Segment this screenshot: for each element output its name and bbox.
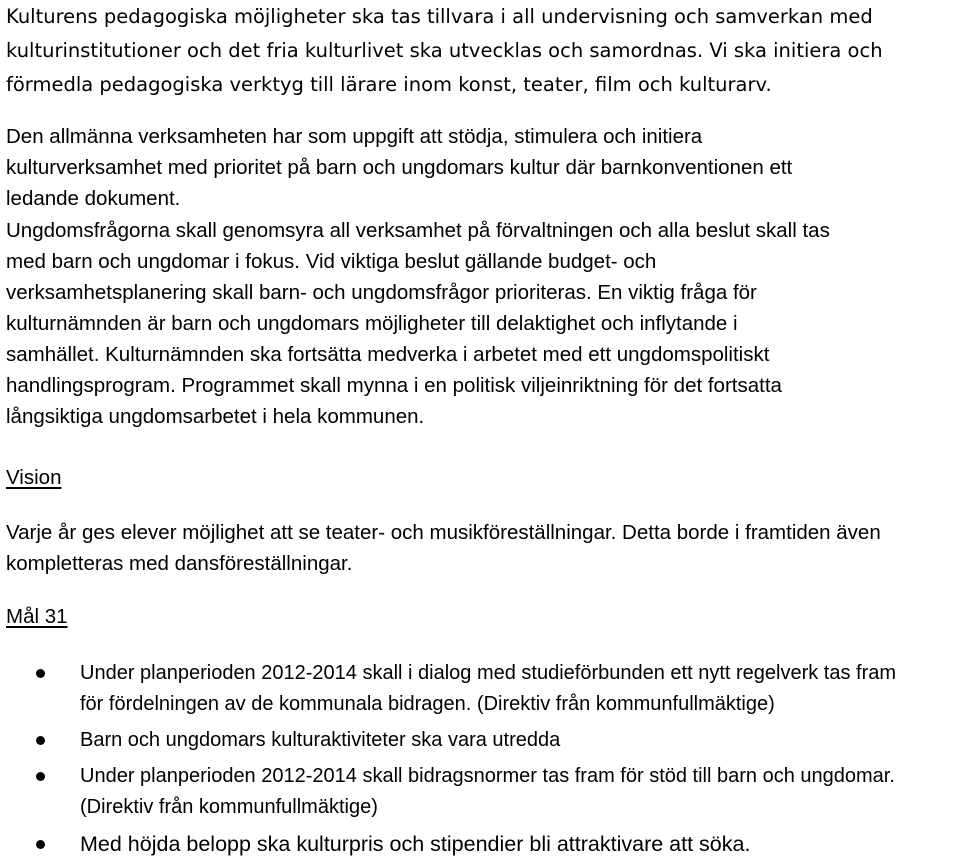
goal-bullet-list <box>6 658 960 861</box>
text-line: för fördelningen av de kommunala bidragen. (Direktiv från kommunfullmäktige) <box>80 693 775 715</box>
text-line: (Direktiv från kommunfullmäktige) <box>80 796 378 818</box>
text-line: Den allmänna verksamheten har som uppgift att stödja, stimulera och initiera <box>6 125 703 148</box>
bullet-icon <box>36 736 45 745</box>
text-line: Barn och ungdomars kulturaktiviteter ska vara utredda <box>80 729 561 751</box>
list-item <box>6 761 960 823</box>
text-line: samhället. Kulturnämnden ska fortsätta medverka i arbetet med ett ungdomspolitiskt <box>6 343 770 366</box>
list-item <box>6 658 960 720</box>
bullet-icon <box>36 840 45 849</box>
text-line: ledande dokument. <box>6 187 181 210</box>
text-line: kulturverksamhet med prioritet på barn och ungdomars kultur där barnkonventionen ett <box>6 156 793 179</box>
text-line: verksamhetsplanering skall barn- och ungdomsfrågor prioriteras. En viktig fråga för <box>6 281 757 304</box>
intro-paragraph <box>6 0 956 102</box>
text-line: långsiktiga ungdomsarbetet i hela kommunen. <box>6 405 425 428</box>
text-line: Under planperioden 2012-2014 skall bidragsnormer tas fram för stöd till barn och ungdomar. <box>80 765 895 787</box>
vision-heading: Vision <box>6 466 62 489</box>
text-line: Under planperioden 2012-2014 skall i dialog med studieförbunden ett nytt regelverk tas fram <box>80 662 897 684</box>
text-line: förmedla pedagogiska verktyg till lärare inom konst, teater, film och kulturarv. <box>6 73 772 96</box>
text-line: Ungdomsfrågorna skall genomsyra all verksamhet på förvaltningen och alla beslut skall tas <box>6 219 830 242</box>
goal-heading: Mål 31 <box>6 605 68 628</box>
youth-issues-paragraph <box>6 215 956 432</box>
text-line: handlingsprogram. Programmet skall mynna i en politisk viljeinriktning för det fortsatta <box>6 374 782 397</box>
text-line: Kulturens pedagogiska möjligheter ska tas tillvara i all undervisning och samverkan med <box>6 5 873 28</box>
vision-paragraph <box>6 517 956 579</box>
general-activity-paragraph <box>6 121 956 214</box>
list-item <box>6 827 960 861</box>
list-item <box>6 725 960 756</box>
bullet-icon <box>36 669 45 678</box>
text-line: kulturinstitutioner och det fria kulturlivet ska utvecklas och samordnas. Vi ska initiera och <box>6 39 883 62</box>
bullet-icon <box>36 772 45 781</box>
text-line: Med höjda belopp ska kulturpris och stipendier bli attraktivare att söka. <box>80 832 751 856</box>
text-line: kompletteras med dansföreställningar. <box>6 552 353 575</box>
text-line: kulturnämnden är barn och ungdomars möjligheter till delaktighet och inflytande i <box>6 312 738 335</box>
text-line: med barn och ungdomar i fokus. Vid viktiga beslut gällande budget- och <box>6 250 657 273</box>
text-line: Varje år ges elever möjlighet att se teater- och musikföreställningar. Detta borde i framtiden även <box>6 521 881 544</box>
